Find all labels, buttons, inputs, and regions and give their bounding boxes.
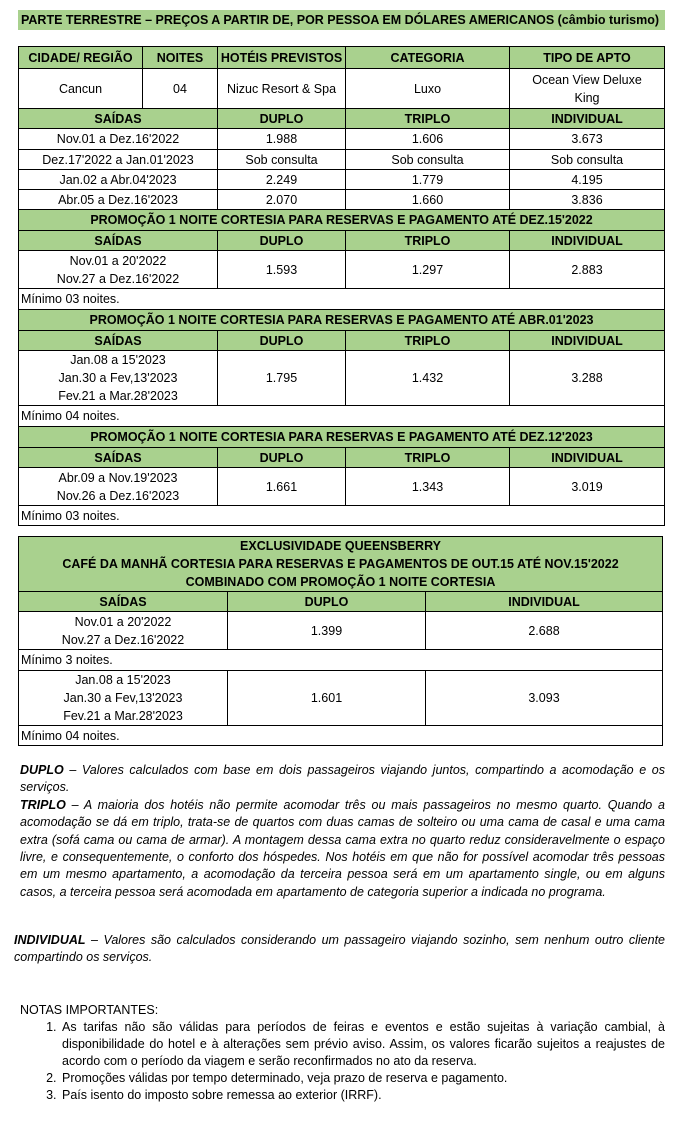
promo-title-row <box>19 310 665 331</box>
rate-duplo: 2.249 <box>218 170 346 190</box>
rate-triplo: 1.779 <box>346 170 510 190</box>
minimo-row <box>19 726 663 746</box>
rates-header-row <box>19 109 665 129</box>
promo-title: PROMOÇÃO 1 NOITE CORTESIA PARA RESERVAS E PAGAMENTO ATÉ ABR.01'2023 <box>19 310 665 331</box>
table-row <box>19 612 663 650</box>
page-banner: PARTE TERRESTRE – PREÇOS A PARTIR DE, POR PESSOA EM DÓLARES AMERICANOS (câmbio turismo) <box>18 10 665 30</box>
promo-duplo: 1.593 <box>218 251 346 289</box>
minimo-noites: Mínimo 04 noites. <box>19 406 665 427</box>
note-individual-term: INDIVIDUAL <box>14 933 86 947</box>
promo-header-row <box>19 448 665 468</box>
rate-saida: Abr.05 a Dez.16'2023 <box>19 190 218 210</box>
exclusive-dates <box>19 671 228 726</box>
minimo-row <box>19 406 665 427</box>
header-individual: INDIVIDUAL <box>510 109 665 129</box>
promo-header-row <box>19 231 665 251</box>
exclusive-individual: 3.093 <box>426 671 663 726</box>
minimo-noites: Mínimo 03 noites. <box>19 506 665 526</box>
header-duplo: DUPLO <box>228 592 426 612</box>
promo-triplo: 1.432 <box>346 351 510 406</box>
promo-individual: 3.288 <box>510 351 665 406</box>
exclusive-title <box>19 537 663 592</box>
promo-title: PROMOÇÃO 1 NOITE CORTESIA PARA RESERVAS E PAGAMENTO ATÉ DEZ.12'2023 <box>19 427 665 448</box>
header-saidas: SAÍDAS <box>19 231 218 251</box>
header-triplo: TRIPLO <box>346 448 510 468</box>
promo-date: Fev.21 a Mar.28'2023 <box>58 389 178 403</box>
notes-duplo-triplo <box>20 762 665 901</box>
promo-duplo: 1.795 <box>218 351 346 406</box>
exclusive-date: Nov.27 a Dez.16'2022 <box>61 632 185 647</box>
note-triplo <box>20 797 665 901</box>
header-individual: INDIVIDUAL <box>510 331 665 351</box>
promo-dates <box>19 251 218 289</box>
rate-triplo: Sob consulta <box>346 150 510 170</box>
table-row <box>19 468 665 506</box>
minimo-noites: Mínimo 04 noites. <box>19 726 663 746</box>
header-individual: INDIVIDUAL <box>510 231 665 251</box>
promo-triplo: 1.343 <box>346 468 510 506</box>
note-duplo <box>20 762 665 797</box>
promo-dates <box>19 468 218 506</box>
exclusive-date: Nov.01 a 20'2022 <box>74 614 172 629</box>
promo-title: PROMOÇÃO 1 NOITE CORTESIA PARA RESERVAS E PAGAMENTO ATÉ DEZ.15'2022 <box>19 210 665 231</box>
cell-hotel: Nizuc Resort & Spa <box>218 69 346 109</box>
exclusive-header-row <box>19 592 663 612</box>
promo-header-row <box>19 331 665 351</box>
promo-date: Nov.01 a 20'2022 <box>69 253 167 268</box>
promo-duplo: 1.661 <box>218 468 346 506</box>
header-duplo: DUPLO <box>218 448 346 468</box>
hotel-header-row <box>19 47 665 69</box>
exclusive-date: Fev.21 a Mar.28'2023 <box>63 709 183 723</box>
table-row <box>19 351 665 406</box>
promo-title-row <box>19 210 665 231</box>
note-individual-text: – Valores são calculados considerando um passageiro viajando sozinho, sem nenhum outro cliente compartindo os serviços. <box>14 933 665 965</box>
hotel-row <box>19 69 665 109</box>
note-individual <box>14 932 665 967</box>
promo-date: Jan.08 a 15'2023 <box>70 353 166 367</box>
header-hoteis: HOTÉIS PREVISTOS <box>218 47 346 69</box>
promo-date: Nov.26 a Dez.16'2023 <box>56 488 180 503</box>
minimo-row <box>19 650 663 671</box>
exclusive-title-line: COMBINADO COM PROMOÇÃO 1 NOITE CORTESIA <box>185 575 496 589</box>
list-item: 2. Promoções válidas por tempo determinado, veja prazo de reserva e pagamento. <box>60 1070 665 1087</box>
header-saidas: SAÍDAS <box>19 448 218 468</box>
table-row <box>19 150 665 170</box>
hotel-rates-table <box>18 46 665 526</box>
exclusive-duplo: 1.601 <box>228 671 426 726</box>
exclusive-title-line: CAFÉ DA MANHÃ CORTESIA PARA RESERVAS E PAGAMENTOS DE OUT.15 ATÉ NOV.15'2022 <box>62 557 619 571</box>
header-triplo: TRIPLO <box>346 231 510 251</box>
note-triplo-term: TRIPLO <box>20 797 66 812</box>
promo-individual: 3.019 <box>510 468 665 506</box>
rate-saida: Jan.02 a Abr.04'2023 <box>19 170 218 190</box>
note-duplo-term: DUPLO <box>20 763 64 777</box>
promo-dates <box>19 351 218 406</box>
table-row <box>19 251 665 289</box>
exclusive-date: Jan.08 a 15'2023 <box>75 673 171 687</box>
promo-date: Abr.09 a Nov.19'2023 <box>58 470 178 485</box>
notes-individual <box>14 932 665 967</box>
header-saidas: SAÍDAS <box>19 109 218 129</box>
table-row <box>19 190 665 210</box>
table-row <box>19 671 663 726</box>
header-individual: INDIVIDUAL <box>510 448 665 468</box>
promo-triplo: 1.297 <box>346 251 510 289</box>
minimo-noites: Mínimo 3 noites. <box>19 650 663 671</box>
important-notes <box>20 1002 665 1104</box>
exclusive-title-row <box>19 537 663 592</box>
header-triplo: TRIPLO <box>346 331 510 351</box>
rate-individual: Sob consulta <box>510 150 665 170</box>
cell-categoria: Luxo <box>346 69 510 109</box>
note-duplo-text: – Valores calculados com base em dois passageiros viajando juntos, compartindo a acomodação e os serviços. <box>20 763 665 795</box>
header-duplo: DUPLO <box>218 109 346 129</box>
minimo-row <box>19 289 665 310</box>
rate-triplo: 1.660 <box>346 190 510 210</box>
exclusive-date: Jan.30 a Fev,13'2023 <box>63 691 183 705</box>
promo-individual: 2.883 <box>510 251 665 289</box>
rate-individual: 4.195 <box>510 170 665 190</box>
header-noites: NOITES <box>143 47 218 69</box>
rate-individual: 3.836 <box>510 190 665 210</box>
table-row <box>19 129 665 150</box>
exclusive-dates <box>19 612 228 650</box>
header-categoria: CATEGORIA <box>346 47 510 69</box>
exclusive-offer-table <box>18 536 663 746</box>
rate-saida: Dez.17'2022 a Jan.01'2023 <box>19 150 218 170</box>
important-notes-title: NOTAS IMPORTANTES: <box>20 1003 159 1017</box>
cell-cidade: Cancun <box>19 69 143 109</box>
header-individual: INDIVIDUAL <box>426 592 663 612</box>
exclusive-title-line: EXCLUSIVIDADE QUEENSBERRY <box>240 539 441 553</box>
important-notes-list <box>20 1019 665 1104</box>
cell-noites: 04 <box>143 69 218 109</box>
header-triplo: TRIPLO <box>346 109 510 129</box>
minimo-noites: Mínimo 03 noites. <box>19 289 665 310</box>
rate-saida: Nov.01 a Dez.16'2022 <box>19 129 218 150</box>
promo-date: Nov.27 a Dez.16'2022 <box>56 271 180 286</box>
header-duplo: DUPLO <box>218 231 346 251</box>
header-cidade: CIDADE/ REGIÃO <box>19 47 143 69</box>
header-duplo: DUPLO <box>218 331 346 351</box>
exclusive-duplo: 1.399 <box>228 612 426 650</box>
note-triplo-text: – A maioria dos hotéis não permite acomodar três ou mais passageiros no mesmo quarto. Quando a acomodação se dá em triplo, trata-se de quartos com duas camas de solteiro ou uma cama de casal e uma cama extra (sofá cama ou cama de armar). A montagem dessa cama extra no quarto reduz consideravelmente o espaço livre, e consequentemente, o conforto dos hóspedes. Nos hotéis em que não for possível acomodar três pessoas em um mesmo apartamento, a acomodação da terceira pessoa será em um apartamento single, ou em alguns casos, a terceira pessoa será acomodada em apartamento de categoria superior a indicada no programa. <box>20 797 665 899</box>
promo-title-row <box>19 427 665 448</box>
promo-date: Jan.30 a Fev,13'2023 <box>58 371 178 385</box>
list-item: 3. País isento do imposto sobre remessa ao exterior (IRRF). <box>60 1087 665 1104</box>
cell-tipo-apto <box>510 69 665 109</box>
rate-duplo: Sob consulta <box>218 150 346 170</box>
exclusive-individual: 2.688 <box>426 612 663 650</box>
table-row <box>19 170 665 190</box>
header-tipo-apto: TIPO DE APTO <box>510 47 665 69</box>
rate-triplo: 1.606 <box>346 129 510 150</box>
header-saidas: SAÍDAS <box>19 592 228 612</box>
list-item: 1. As tarifas não são válidas para períodos de feiras e eventos e estão sujeitas à variação cambial, à disponibilidade do hotel e à alterações sem prévio aviso. Assim, os valores ficarão sujeitos a reajustes de acordo com o período da viagem e serão reconfirmados no ato da reserva. <box>60 1019 665 1070</box>
minimo-row <box>19 506 665 526</box>
rate-duplo: 1.988 <box>218 129 346 150</box>
header-saidas: SAÍDAS <box>19 331 218 351</box>
rate-individual: 3.673 <box>510 129 665 150</box>
rate-duplo: 2.070 <box>218 190 346 210</box>
tipo-apto-text: Ocean View Deluxe King <box>532 72 642 105</box>
